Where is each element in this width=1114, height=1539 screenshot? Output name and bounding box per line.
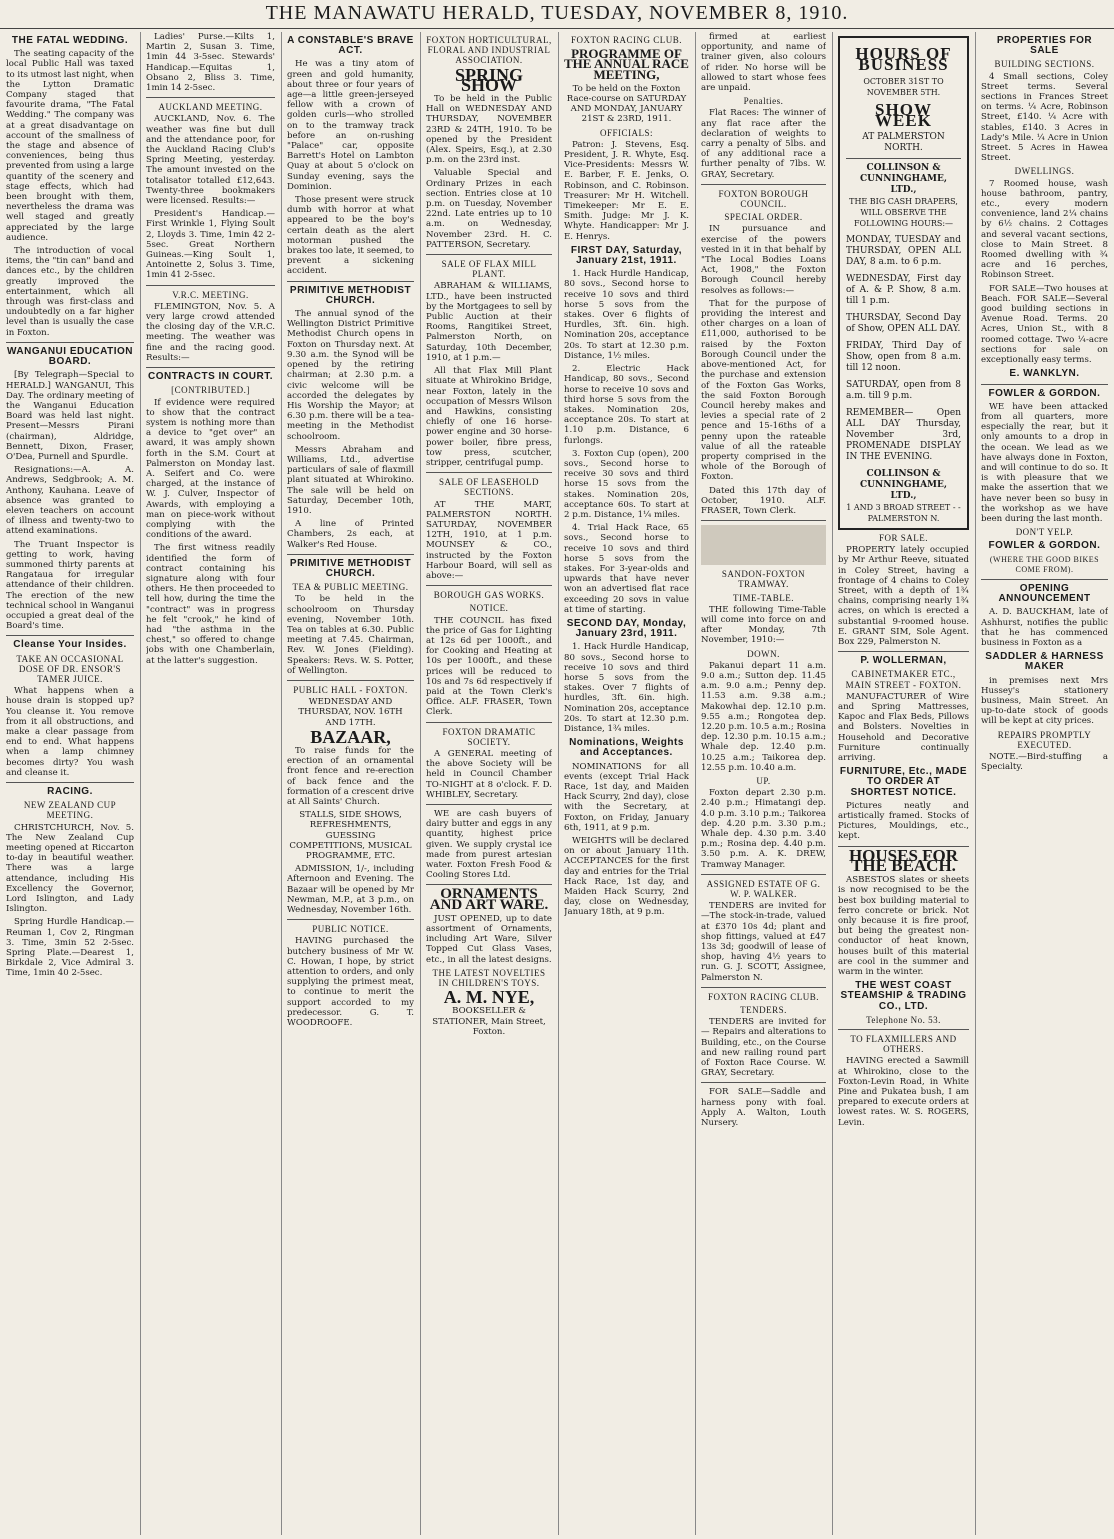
divider: [287, 281, 414, 282]
timetable-subtitle: TIME-TABLE.: [732, 592, 795, 603]
ad-title: SALE OF LEASEHOLD SECTIONS.: [439, 477, 539, 498]
firm-address: 1 AND 3 BROAD STREET - - PALMERSTON N.: [846, 503, 961, 523]
ad-signature: E. WANKLYN.: [1009, 368, 1080, 380]
ad-paragraph: AT THE MART, PALMERSTON NORTH. SATURDAY, NOVEMBER 12TH, 1910, at 1 p.m. MOUNSEY & CO., instructed by the Foxton Harbour Board, will sell as above:—: [426, 499, 552, 581]
article-paragraph: Messrs Abraham and Williams, Ltd., advertise particulars of sale of flaxmill plant situated at Whirokino. The sale will be held on Saturday, December 10th, 1910.: [287, 444, 414, 516]
article-paragraph: CHRISTCHURCH, Nov. 5. The New Zealand Cup meeting opened at Riccarton to-day in beautiful weather. There was a large attendance, including His Excellency the Governor, Lord Islington, and Lady Islington.: [6, 822, 134, 915]
column-4: [426, 32, 552, 1535]
notice-title: ASSIGNED ESTATE OF G. W. P. WALKER.: [706, 878, 821, 900]
article-title: AUCKLAND MEETING.: [158, 102, 263, 113]
ad-title: TO FLAXMILLERS AND OTHERS.: [850, 1033, 957, 1055]
article-paragraph: Those present were struck dumb with horror at what appeared to be the boy's certain death as the alert motorman pushed the brakes too late, it seemed, to prevent a sickening accident.: [287, 195, 414, 277]
ad-headline: PROGRAMME OF THE ANNUAL RACE MEETING,: [564, 46, 689, 82]
ad-line: MONDAY, TUESDAY and THURSDAY, OPEN ALL DAY, 8 a.m. to 6 p.m.: [846, 235, 961, 267]
divider: [838, 651, 969, 652]
section-title: RACING.: [47, 786, 93, 798]
column-2: [146, 32, 275, 1535]
ad-line: REMEMBER— Open ALL DAY Thursday, November 3rd, PROMENADE DISPLAY IN THE EVENING.: [846, 408, 961, 462]
divider: [426, 804, 552, 805]
column-rule: [832, 32, 833, 1535]
ad-title: PROPERTIES FOR SALE: [996, 35, 1093, 57]
divider: [146, 285, 275, 286]
divider: [426, 254, 552, 255]
notice-paragraph: That for the purpose of providing the interest and other charges on a loan of £11,000, authorised to be raised by the Foxton Borough Council under the above-mentioned Act, for the purchase and extension of the Foxton Gas Works, the said Foxton Borough Council hereby makes and levies a special rate of 2 pence and 15-16ths of a penny upon the rateable value of all the rateable property comprised in the whole of the Borough of Foxton.: [701, 298, 826, 483]
ad-line: SATURDAY, open from 8 a.m. till 9 p.m.: [846, 380, 961, 401]
ad-paragraph: 7 Roomed house, wash house bathroom, pantry, etc., every modern convenience, land 2¼ chains by 6½ chains. 2 Cottages and several vacant sections, close to Main Street. 8 Roomed dwelling with ¾ acre and 16 perches, Robinson Street.: [981, 178, 1108, 281]
ad-headline: SPRING SHOW: [454, 64, 523, 95]
ad-paragraph: A. D. BAUCKHAM, late of Ashhurst, notifies the public that he has commenced business in Foxton as a: [981, 607, 1108, 648]
ad-paragraph: JUST OPENED, up to date assortment of Ornaments, including Art Ware, Silver Topped Cut Glass Vases, etc., in all the latest designs.: [426, 913, 552, 965]
column-rule: [558, 32, 559, 1535]
notice-paragraph: A GENERAL meeting of the above Society will be held in Council Chamber TO-NIGHT at 8 o'clock. F. D. WHIBLEY, Secretary.: [426, 749, 552, 800]
firm-name: COLLINSON & CUNNINGHAME, LTD.,: [859, 469, 948, 501]
ad-headline: SHOW WEEK: [875, 100, 932, 130]
notice-title: FOXTON BOROUGH COUNCIL.: [718, 188, 809, 210]
race-entry: 1. Hack Hurdle Handicap, 80 sovs., Second horse to receive 10 sovs and third horse 5 sovs from the stakes. Over 7 flights of hurdles, 3ft. 6in. high. Nomination 20s, acceptance 20s. To start at 12.30 p.m. Distance, 1¾ miles.: [564, 642, 689, 734]
ad-paragraph: FOR SALE—Saddle and harness pony with foal. Apply A. Walton, Louth Nursery.: [701, 1087, 826, 1129]
article-title: CONTRACTS IN COURT.: [147, 371, 274, 383]
article-paragraph: Resignations:—A. A. Andrews, Sedgbrook; A. M. Anthony, Kauhana. Leave of absence was granted to eleven teachers on account of illness and twenty-two to attend examinations.: [6, 465, 134, 537]
notice-title: PUBLIC NOTICE.: [312, 924, 389, 935]
timetable-rows: Pakanui depart 11 a.m. 9.0 a.m.; Sutton dep. 11.45 a.m. 9.0 a.m.; Penny dep. 11.53 a.m. 9.38 a.m.; Makowhai dep. 12.10 p.m. 9.55 a.m.; Rongotea dep. 12.20 p.m. 10.5 a.m.; Rosina dep. 12.30 p.m. 10.15 a.m.; Whale dep. 12.40 p.m. 10.25 a.m.; Taikorea dep. 12.55 p.m. 10.40 a.m.: [701, 660, 826, 773]
race-section-title: Nominations, Weights and Acceptances.: [569, 737, 684, 759]
ad-paragraph: NOTE.—Bird-stuffing a Specialty.: [981, 752, 1108, 773]
notice-subtitle: NOTICE.: [469, 603, 509, 614]
article-subtitle: [CONTRIBUTED.]: [171, 385, 250, 396]
ad-headline: SADDLER & HARNESS MAKER: [985, 651, 1104, 673]
ad-title: FOXTON HORTICULTURAL, FLORAL AND INDUSTRIAL ASSOCIATION.: [426, 35, 552, 66]
column-rule: [975, 32, 976, 1535]
ad-title: SALE OF FLAX MILL PLANT.: [441, 259, 537, 280]
article-paragraph: The introduction of vocal items, the "tin can" band and dances etc., by the children greatly improved the entertainment, which all through was first-class and undoubtedly on a far higher level than is usually the case in Foxton.: [6, 246, 134, 338]
ad-signature: FOWLER & GORDON.: [988, 540, 1101, 552]
article-title: V.R.C. MEETING.: [172, 289, 249, 300]
ad-title: FOR SALE.: [878, 533, 928, 543]
ad-paragraph: ASBESTOS slates or sheets is now recognised to be the best box building material to ferro concrete or brick. Not only because it is fire proof, but being the greatest non-conductor of heat known, houses built of this material are cool in the summer and warm in the winter.: [838, 875, 969, 977]
article-paragraph: If evidence were required to show that the contract system is nothing more than a device to "get over" an award, it was amply shown forth in the S.M. Court at Palmerston on Monday last. A. Seifert and Co. were charged, at the instance of W. J. Culver, Inspector of Awards, with employing a man on piece-work without complying with the conditions of the award.: [146, 397, 275, 541]
article-paragraph: He was a tiny atom of green and gold humanity, about three or four years of age—a little green-jerseyed fellow with a crown of golden curls—who strolled on to the tramway track before an on-rushing "Palace" car, opposite Barrett's Hotel on Lambton Quay at about 5 o'clock on Sunday evening, says the Dominion.: [287, 59, 414, 192]
ad-subtitle: TAKE AN OCCASIONAL DOSE OF DR. ENSOR'S TAMER JUICE.: [16, 653, 124, 684]
divider: [701, 987, 826, 988]
divider: [287, 680, 414, 681]
ad-paragraph: NOMINATIONS for all events (except Trial Hack Race, 1st day, and Maiden Hack Scurry, 2nd day), close with the Secretary, at Foxton, on Friday, January 6th, 1911, at 9 p.m.: [564, 761, 689, 833]
article-title: THE FATAL WEDDING.: [11, 35, 129, 46]
ad-paragraph: MANUFACTURER of Wire and Spring Mattresses, Kapoc and Flax Beds, Pillows and Bolsters. Novelties in Household and Decorative Furniture continually arriving.: [838, 691, 969, 764]
ad-title: FOWLER & GORDON.: [988, 387, 1101, 399]
article-title: A CONSTABLE'S BRAVE ACT.: [287, 35, 414, 57]
divider: [426, 585, 552, 586]
article-paragraph: The Truant Inspector is getting to work, having summoned thirty parents at Rangataua for irregular attendance of their children. The erection of the new technical school in Wanganui occupied a great deal of the Board's time.: [6, 539, 134, 632]
divider: [846, 158, 961, 159]
divider: [426, 884, 552, 885]
hours-of-business-ad: [838, 36, 969, 530]
ad-title: OPENING ANNOUNCEMENT: [998, 582, 1091, 605]
notice-paragraph: TENDERS are invited for—The stock-in-trade, valued at £370 10s 4d; plant and shop fittings, valued at £47 13s 3d; goodwill of lease of shop, having 4½ years to run. G. J. SCOTT, Assignee, Palmerston N.: [701, 901, 826, 983]
divider: [146, 367, 275, 368]
ad-title: P. WOLLERMAN,: [860, 655, 947, 667]
ad-paragraph: STALLS, SIDE SHOWS, REFRESHMENTS, GUESSING COMPETITIONS, MUSICAL PROGRAMME, ETC.: [289, 810, 412, 862]
ad-title: FOXTON RACING CLUB.: [570, 35, 683, 45]
ad-subtitle: OCTOBER 31ST TO NOVEMBER 5TH.: [863, 77, 944, 97]
timetable-paragraph: THE following Time-Table will come into force on and after Monday, 7th November, 1910:—: [701, 604, 826, 646]
notice-paragraph: IN pursuance and exercise of the powers vested in it in that behalf by "The Local Bodies Loans Act, 1908," the Foxton Borough Council hereby resolves as follows:—: [701, 224, 826, 296]
ad-title: Cleanse Your Insides.: [13, 639, 127, 651]
ad-paragraph: To be held in the Public Hall on WEDNESDAY AND THURSDAY, NOVEMBER 23RD & 24TH, 1910. To be opened by the President (Alex. Speirs, Esq.), at 2.30 p.m. on the 23rd inst.: [426, 94, 552, 166]
ad-headline: HOUSES FOR THE BEACH.: [848, 845, 959, 875]
article-title: PRIMITIVE METHODIST CHURCH.: [289, 284, 412, 306]
ad-subtitle: BUILDING SECTIONS.: [994, 59, 1095, 70]
ad-line: WILL OBSERVE THE FOLLOWING HOURS:—: [853, 208, 954, 228]
ad-title: PUBLIC HALL - FOXTON.: [293, 684, 408, 695]
masthead: THE MANAWATU HERALD, TUESDAY, NOVEMBER 8, 1910.: [0, 0, 1114, 29]
ad-line: THURSDAY, Second Day of Show, OPEN ALL DAY.: [846, 313, 961, 334]
notice-paragraph: Dated this 17th day of October, 1910. ALF. FRASER, Town Clerk.: [701, 485, 826, 516]
ad-headline: ORNAMENTS AND ART WARE.: [429, 886, 549, 913]
ad-paragraph: Valuable Special and Ordinary Prizes in each section. Entries close at 10 p.m. on Tuesday, November 22nd. Late entries up to 10 a.m. on Wednesday, November 23rd. H. C. PATTERSON, Secretary.: [426, 168, 552, 250]
ad-paragraph: WEIGHTS will be declared on or about January 11th. ACCEPTANCES for the first day and entries for the Trial Hack Race, 1st day, and Maiden Hack Scurry, 2nd day, close on Wednesday, January 18th, at 9 p.m.: [564, 836, 689, 918]
divider: [701, 184, 826, 185]
column-rule: [140, 32, 141, 1535]
ad-tagline: (WHERE THE GOOD BIKES COME FROM).: [989, 554, 1100, 574]
column-6: [701, 32, 826, 1535]
ad-paragraph: All that Flax Mill Plant situate at Whirokino Bridge, near Foxton, lately in the occupation of Messrs Wilson and Hawkins, consisting chiefly of one 16 horse-power engine and 30 horse-power boiler, fibre press, tow press, scutcher, stripper, centrifugal pump.: [426, 366, 552, 468]
column-7: [838, 32, 969, 1535]
notice-title: FOXTON DRAMATIC SOCIETY.: [442, 726, 536, 747]
article-title: NEW ZEALAND CUP MEETING.: [23, 800, 117, 821]
divider: [6, 342, 134, 343]
ad-paragraph: What happens when a house drain is stopped up? You cleanse it. You remove from it all obstructions, and make a clear passage from end to end. What happens when a lamp chimney becomes dirty? You wash and cleanse it.: [6, 686, 134, 778]
divider: [838, 1029, 969, 1030]
firm-tagline: THE BIG CASH DRAPERS,: [849, 197, 958, 206]
notice-title: BOROUGH GAS WORKS.: [433, 590, 545, 601]
column-1: [6, 32, 134, 1535]
ad-paragraph: firmed at earliest opportunity, and name of trainer given, also colours of rider. No horse will be allowed to start whose fees are unpaid.: [701, 32, 826, 94]
race-entry: 4. Trial Hack Race, 65 sovs., Second horse to receive 10 sovs and third horse 5 sovs from the stakes. For 3-year-olds and upwards that have never won an advertised flat race exceeding 20 sovs in value at time of starting.: [564, 523, 689, 615]
article-paragraph: The annual synod of the Wellington District Primitive Methodist Church opens in Foxton on Thursday next. At 9.30 a.m. the Synod will be opened by the retiring chairman; at 2.30 p.m. a civic welcome will be accorded the delegates by His Worship the Mayor; at 6.30 p.m. there will be a tea-meeting in the Methodist schoolroom.: [287, 309, 414, 442]
divider: [287, 554, 414, 555]
timetable-rows: Foxton depart 2.30 p.m. 2.40 p.m.; Himatangi dep. 4.0 p.m. 3.10 p.m.; Taikorea dep. 4.20 p.m. 3.30 p.m.; Whale dep. 4.30 p.m. 3.40 p.m.; Rosina dep. 4.40 p.m. 3.50 p.m. A. K. DREW, Tramway Manager.: [701, 788, 826, 870]
ad-paragraph: Patron: J. Stevens, Esq. President, J. R. Whyte, Esq. Vice-Presidents: Messrs W. E. Barber, F. E. Jenks, O. Robinson, and C. Robinson. Treasurer: Mr H. Witchell. Timekeeper: Mr E. E. Smith. Judge: Mr J. K. Whyte. Handicapper: Mr J. E. Henrys.: [564, 139, 689, 242]
notice-paragraph: THE COUNCIL has fixed the price of Gas for Lighting at 12s 6d per 1000ft., and for Cooking and Heating at 10s per 1000ft., and these prices will be reduced to 10s and 7s 6d respectively if paid at the Town Clerk's Office. ALF. FRASER, Town Clerk.: [426, 615, 552, 718]
ad-paragraph: PROPERTY lately occupied by Mr Arthur Reeve, situated in Coley Street, having a frontage of 4 chains to Coley Street, with a depth of 1¾ chains, comprising nearly 1¾ acres, on which is erected a substantial 9-roomed house. E. GRANT SIM, Sole Agent. Box 229, Palmerston N.: [838, 545, 969, 648]
ad-paragraph: Pictures neatly and artistically framed. Stocks of Pictures, Mouldings, etc., kept.: [838, 800, 969, 842]
notice-paragraph: HAVING purchased the butchery business of Mr W. C. Howan, I hope, by strict attention to orders, and only supplying the primest meat, to continue to merit the support accorded to my predecessor. G. T. WOODROOFE.: [287, 936, 414, 1029]
divider: [426, 722, 552, 723]
article-paragraph: A line of Printed Chambers, 2s each, at Walker's Red House.: [287, 519, 414, 550]
timetable-title: SANDON-FOXTON TRAMWAY.: [721, 569, 806, 590]
race-day-title: SECOND DAY, Monday, January 23rd, 1911.: [566, 617, 687, 640]
divider: [6, 782, 134, 783]
divider: [287, 919, 414, 920]
divider: [981, 384, 1108, 385]
divider: [146, 97, 275, 98]
ad-paragraph: 4 Small sections, Coley Street terms. Several sections in Frances Street on terms. ¼ Acre, Robinson Street, £140. ¼ Acre with stables, £140. 3 Acres in Lady's Mile. ¼ Acre in Union Street. 5 Acres in Hawea Street.: [981, 71, 1108, 164]
column-8: [981, 32, 1108, 1535]
ad-headline: BAZAAR,: [310, 726, 391, 747]
article-paragraph: FLEMINGTON, Nov. 5. A very large crowd attended the closing day of the V.R.C. meeting. The weather was fine and the racing good. Results:—: [146, 301, 275, 363]
ad-subtitle: Telephone No. 53.: [866, 1014, 941, 1025]
timetable-direction: UP.: [756, 776, 771, 786]
article-paragraph: [By Telegraph—Special to HERALD.] WANGANUI, This Day. The ordinary meeting of the Wanganui Education Board was held last night. Present—Messrs Pirani (chairman), Aldridge, Bennett, Dixon, Fraser, O'Dea, Purnell and Spurdle.: [6, 370, 134, 462]
divider: [701, 1082, 826, 1083]
article-paragraph: The seating capacity of the local Public Hall was taxed to its utmost last night, when the Lytton Dramatic Company staged that favourite drama, "The Fatal Wedding." The company was at a great disadvantage on account of the smallness of the stage and absence of conveniences, being thus prevented from using a large quantity of the scenery and stage effects, which had been brought with them, nevertheless the drama was well staged and greatly appreciated by the large audience.: [6, 49, 134, 243]
race-entry: 3. Foxton Cup (open), 200 sovs., Second horse to receive 30 sovs and third horse 15 sovs from the stakes. Nomination 20s, acceptance 60s. To start at 2 p.m. Distance, 1¼ miles.: [564, 448, 689, 520]
article-paragraph: AUCKLAND, Nov. 6. The weather was fine but dull and the attendance poor, for the Auckland Racing Club's Spring Meeting, yesterday. The amount invested on the totalisator totalled £12,643. Twenty-three bookmakers were licensed. Results:—: [146, 114, 275, 207]
timetable-direction: DOWN.: [747, 648, 780, 659]
divider: [6, 635, 134, 636]
ad-line: WEDNESDAY, First day of A. & P. Show, 8 a.m. till 1 p.m.: [846, 274, 961, 306]
firm-name: COLLINSON & CUNNINGHAME, LTD.,: [859, 163, 948, 195]
ad-subtitle: FURNITURE, Etc., MADE TO ORDER AT SHORTEST NOTICE.: [839, 766, 968, 798]
ad-paragraph: BOOKSELLER & STATIONER, Main Street, Foxton.: [432, 1006, 546, 1037]
race-entry: 2. Electric Hack Handicap, 80 sovs., Second horse to receive 10 sovs and third horse 5 sovs from the stakes. Nomination 20s, acceptance 20s. To start at 1.10 p.m. Distance, 6 furlongs.: [564, 364, 689, 446]
ad-subtitle: DON'T YELP.: [1015, 527, 1074, 538]
ad-title: PRIMITIVE METHODIST CHURCH.: [289, 557, 412, 579]
ad-paragraph: WEDNESDAY AND THURSDAY, NOV. 16TH AND 17TH.: [298, 697, 403, 728]
ad-subtitle: TEA & PUBLIC MEETING.: [292, 582, 409, 593]
ad-headline: A. M. NYE,: [443, 987, 535, 1008]
race-entry: 1. Hack Hurdle Handicap, 80 sovs., Second horse to receive 10 sovs and third horse 5 sovs from the stakes. Over 6 flights of Hurdles, 3ft. 6in. high. Nomination 20s, acceptance 20s. To start at 12.30 p.m. Distance, 1½ miles.: [564, 269, 689, 361]
ad-title: THE WEST COAST STEAMSHIP & TRADING CO., LTD.: [840, 980, 967, 1012]
ad-paragraph: in premises next Mrs Hussey's stationery business, Main Street. An up-to-date stock of goods will be kept at city prices.: [981, 675, 1108, 727]
column-rule: [281, 32, 282, 1535]
column-rule: [695, 32, 696, 1535]
notice-subtitle: SPECIAL ORDER.: [724, 212, 803, 223]
ad-subtitle: THE LATEST NOVELTIES IN CHILDREN'S TOYS.: [432, 967, 546, 989]
ad-paragraph: To be held in the schoolroom on Thursday evening, November 10th. Tea on tables at 6.30. Public meeting at 7.45. Chairman, Rev. W. Jones (Fielding). Speakers: Revs. W. S. Potter, of Wellington.: [287, 594, 414, 676]
ad-subtitle: REPAIRS PROMPTLY EXECUTED.: [997, 729, 1092, 750]
race-day-title: FIRST DAY, Saturday, January 21st, 1911.: [570, 244, 683, 267]
divider: [426, 472, 552, 473]
article-paragraph: Ladies' Purse.—Kilts 1, Martin 2, Susan 3. Time, 1min 44 3-5sec. Stewards' Handicap.—Equitas 1, Obsano 2, Bliss 3. Time, 1min 14 2-5sec.: [146, 32, 275, 94]
tram-illustration: [701, 525, 826, 565]
notice-title: FOXTON RACING CLUB.: [707, 991, 820, 1002]
column-rule: [420, 32, 421, 1535]
ad-subtitle: AT PALMERSTON NORTH.: [862, 132, 945, 153]
divider: [701, 874, 826, 875]
ad-paragraph: To raise funds for the erection of an ornamental front fence and re-erection of back fence and the formation of a crescent drive at All Saints' Church.: [287, 746, 414, 808]
notice-subtitle: TENDERS.: [740, 1005, 787, 1016]
ad-paragraph: HAVING erected a Sawmill at Whirokino, close to the Foxton-Levin Road, in White Pine and Pukatea bush, I am prepared to execute orders at lowest rates. W. S. ROGERS, Levin.: [838, 1056, 969, 1128]
ad-paragraph: Flat Races: The winner of any flat race after the declaration of weights to carry a penalty of 5lbs. and of any additional race a further penalty of 7lbs. W. GRAY, Secretary.: [701, 108, 826, 180]
ad-paragraph: ABRAHAM & WILLIAMS, LTD., have been instructed by the Mortgagees to sell by Public Auction at their Rooms, Rangitikei Street, Palmerston North, on Saturday, 10th December, 1910, at 1 p.m.—: [426, 281, 552, 363]
ad-paragraph: WE are cash buyers of dairy butter and eggs in any quantity, highest price given. We supply crystal ice made from purest artesian water. Foxton Fresh Food & Cooling Stores Ltd.: [426, 809, 552, 881]
column-3: [287, 32, 414, 1535]
divider: [701, 520, 826, 521]
ad-line: FRIDAY, Third Day of Show, open from 8 a.m. till 12 noon.: [846, 341, 961, 373]
article-title: WANGANUI EDUCATION BOARD.: [6, 345, 134, 368]
ad-subtitle: CABINETMAKER ETC., MAIN STREET - FOXTON.: [845, 669, 962, 690]
article-paragraph: President's Handicap.—First Wrinkle 1, Flying Soult 2, Lloyds 3. Time, 1min 42 2-5sec. Great Northern Guineas.—King Soult 1, Antoinette 2, Solus 3. Time, 1min 41 2-5sec.: [146, 209, 275, 281]
divider: [981, 579, 1108, 580]
notice-paragraph: TENDERS are invited for— Repairs and alterations to Building, etc., on the Course and new railing round part of Foxton Race Course. W. GRAY, Secretary.: [701, 1017, 826, 1079]
ad-subtitle: Penalties.: [743, 96, 784, 107]
ad-paragraph: FOR SALE—Two houses at Beach. FOR SALE—Several good building sections in Avenue Road. Terms. 20 Acres, Union St., with 8 roomed cottage. Two ¼-acre sections for sale on exceptionally easy terms.: [981, 283, 1108, 366]
ad-paragraph: ADMISSION, 1/-, including Afternoon and Evening. The Bazaar will be opened by Mr Newman, M.P., at 3 p.m., on Wednesday, November 16th.: [287, 864, 414, 916]
ad-headline: HOURS OF BUSINESS: [855, 44, 952, 74]
article-paragraph: Spring Hurdle Handicap.—Reuman 1, Cov 2, Ringman 3. Time, 3min 52 2-5sec. Spring Plate.—Dearest 1, Birkdale 2, Vice Admiral 3. Time, 1min 40 2-5sec.: [6, 917, 134, 979]
ad-paragraph: WE have been attacked from all quarters, more especially the rear, but it only amounts to a drop in the ocean. We lead as we have always done in Foxton, and will continue to do so. It is with pleasure that we make the assertion that we have never been so busy in the workshop as we have been during the last month.: [981, 401, 1108, 524]
column-5: [564, 32, 689, 1535]
ad-subtitle: OFFICIALS:: [599, 127, 653, 138]
ad-paragraph: To be held on the Foxton Race-course on SATURDAY AND MONDAY, JANUARY 21ST & 23RD, 1911.: [566, 83, 687, 125]
ad-subtitle: DWELLINGS.: [1014, 166, 1075, 177]
article-paragraph: The first witness readily identified the form of contract containing his signature along with four others. He then proceeded to tell how, during the time the "contract" was in progress he felt "crook," he kind of had "the asthma in the chest," so offered to change jobs with one Chamberlain, at the latter's suggestion.: [146, 543, 275, 666]
